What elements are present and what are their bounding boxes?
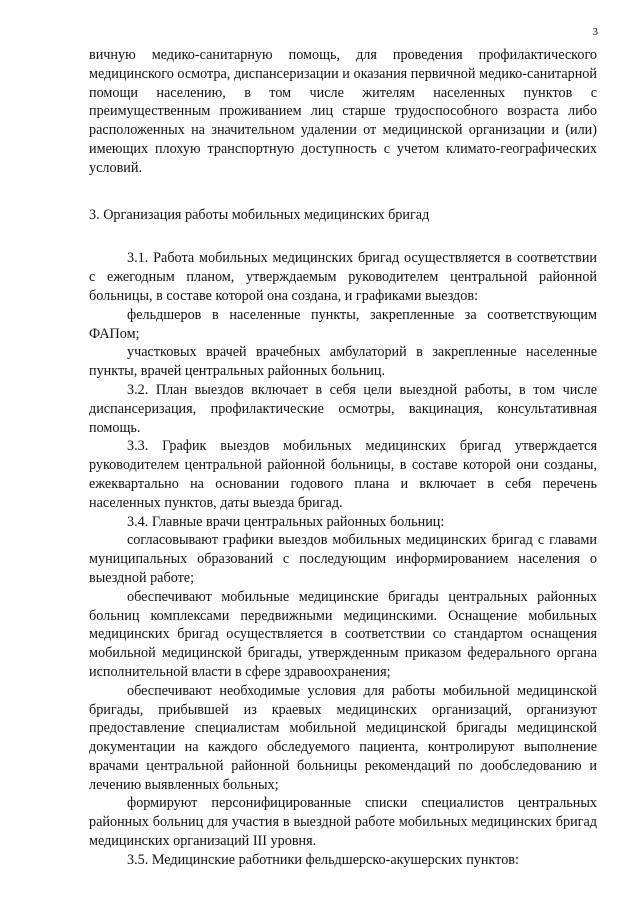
paragraph-list-item: участковых врачей врачебных амбулаторий в закрепленные населенные пункты, врачей центральных районных больниц. [89,344,597,380]
paragraph-3-3: 3.3. График выездов мобильных медицинских бригад утверждается руководителем центральной районной больницы, в составе которой они созданы, ежеквартально на основании годового плана и включает в себя перечень населенных пунктов, даты выезда бригад. [89,438,597,511]
paragraph-3-1: 3.1. Работа мобильных медицинских бригад осуществляется в соответствии с ежегодным планом, утверждаемым руководителем центральной районной больницы, в составе которой она создана, и графиками выездов: [89,250,597,304]
page-number: 3 [592,26,598,38]
section-heading: 3. Организация работы мобильных медицинских бригад [89,206,430,223]
paragraph-3-5: 3.5. Медицинские работники фельдшерско-акушерских пунктов: [127,851,519,868]
paragraph-list-item: фельдшеров в населенные пункты, закрепленные за соответствующим ФАПом; [89,306,597,342]
paragraph-list-item: согласовывают графики выездов мобильных медицинских бригад с главами муниципальных образований с последующим информированием населения о выездной работе; [89,532,597,586]
paragraph-list-item: формируют персонифицированные списки специалистов центральных районных больниц для участия в выездной работе мобильных медицинских бригад медицинских организаций III уровня. [89,795,597,850]
paragraph-3-2: 3.2. План выездов включает в себя цели выездной работы, в том числе диспансеризация, профилактические осмотры, вакцинация, консультативная помощь. [89,381,597,436]
paragraph-list-item: обеспечивают мобильные медицинские бригады центральных районных больниц комплексами передвижными медицинскими. Оснащение мобильных медицинских бригад осуществляется в соответствии со стандартом оснащения мобильной медицинской бригады, утвержденным приказом федерального органа исполнительной власти в сфере здравоохранения; [89,588,597,680]
paragraph-list-item: обеспечивают необходимые условия для работы мобильной медицинской бригады, прибывшей из краевых медицинских организаций, организуют предоставление специалистам мобильной медицинской бригады медицинской документации на каждого обследуемого пациента, контролируют выполнение врачами центральной районной больницы рекомендаций по дообследованию и лечению выявленных больных; [89,682,597,793]
document-body [89,46,597,870]
paragraph-3-4: 3.4. Главные врачи центральных районных больниц: [127,513,445,530]
paragraph-continuation: вичную медико-санитарную помощь, для проведения профилактического медицинского осмотра, диспансеризации и оказания первичной медико-санитарной помощи населению, в том числе жителям населенных пунктов с преимущественным проживанием лиц старше трудоспособного возраста либо расположенных на значительном удалении от медицинской организации и (или) имеющих плохую транспортную доступность с учетом климато-географических условий. [89,47,597,176]
